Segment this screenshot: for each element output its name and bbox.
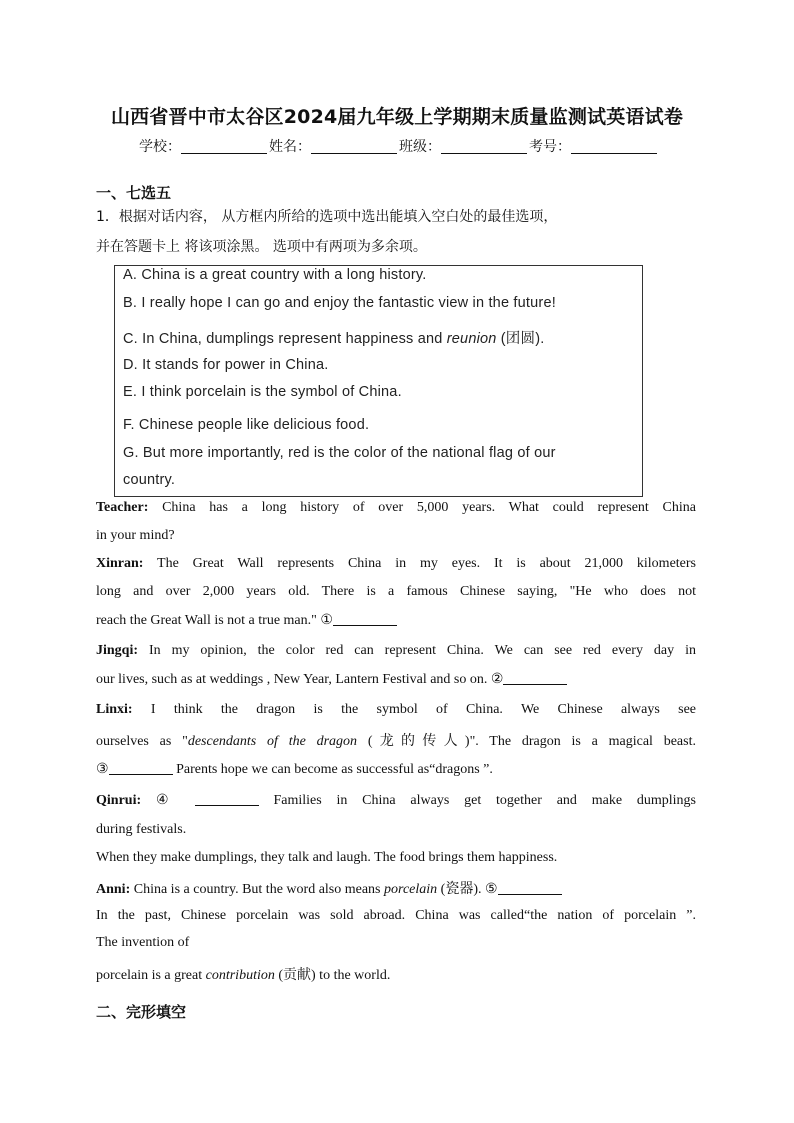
xinran-line-1: Xinran: The Great Wall represents China in my eyes. It is about 21,000 kilometers [96, 556, 696, 571]
student-info-row [0, 136, 794, 156]
school-label: 学校： [139, 139, 181, 155]
options-box [114, 265, 643, 497]
exam-no-label: 考号： [529, 139, 571, 155]
linxi-line-2: ourselves as "descendants of the dragon (龙的传人)". The dragon is a magical beast. [96, 734, 696, 749]
class-blank[interactable] [441, 139, 527, 154]
option-b: B. I really hope I can go and enjoy the fantastic view in the future! [123, 295, 556, 311]
blank-5[interactable] [498, 882, 562, 895]
anni-line-1: Anni: China is a country. But the word also means porcelain (瓷器). ⑤ [96, 878, 696, 898]
option-c: C. In China, dumplings represent happiness and reunion (团圆). [123, 331, 545, 347]
blank-4[interactable] [195, 793, 259, 806]
section1-heading: 一、七选五 [96, 184, 172, 202]
page-title: 山西省晋中市太谷区2024届九年级上学期期末质量监测试英语试卷 [110, 106, 684, 128]
teacher-line-2: in your mind? [96, 528, 175, 543]
instruction-line-1: 1．根据对话内容， 从方框内所给的选项中选出能填入空白处的最佳选项， [96, 209, 558, 225]
anni-line-2: In the past, Chinese porcelain was sold abroad. China was called“the nation of porcelain ”. [96, 908, 696, 923]
jingqi-line-1: Jingqi: In my opinion, the color red can represent China. We can see red every day in [96, 643, 696, 658]
option-e: E. I think porcelain is the symbol of China. [123, 384, 402, 400]
blank-1[interactable] [333, 613, 397, 626]
section2-heading: 二、完形填空 [96, 1003, 187, 1021]
exam-no-blank[interactable] [571, 139, 657, 154]
jingqi-line-2: our lives, such as at weddings , New Year, Lantern Festival and so on. ② [96, 671, 696, 688]
name-label: 姓名： [269, 139, 311, 155]
anni-line-3: The invention of [96, 935, 190, 950]
name-blank[interactable] [311, 139, 397, 154]
option-f: F. Chinese people like delicious food. [123, 417, 370, 433]
instruction-line-2: 并在答题卡上 将该项涂黑。 选项中有两项为多余项。 [96, 239, 427, 255]
qinrui-line-1: Qinrui: ④ Families in China always get together and make dumplings [96, 793, 696, 808]
qinrui-line-2: during festivals. [96, 822, 187, 837]
linxi-line-1: Linxi: I think the dragon is the symbol of China. We Chinese always see [96, 702, 696, 717]
xinran-line-3: reach the Great Wall is not a true man." ① [96, 612, 696, 629]
school-blank[interactable] [181, 139, 267, 154]
xinran-line-2: long and over 2,000 years old. There is a famous Chinese saying, "He who does not [96, 584, 696, 599]
option-g-cont: country. [123, 472, 176, 488]
class-label: 班级： [399, 139, 441, 155]
qinrui-line-3: When they make dumplings, they talk and laugh. The food brings them happiness. [96, 850, 558, 865]
teacher-line-1: Teacher: China has a long history of over 5,000 years. What could represent China [96, 500, 696, 515]
blank-2[interactable] [503, 672, 567, 685]
anni-line-4: porcelain is a great contribution (贡献) to the world. [96, 968, 391, 983]
linxi-line-3: ③ Parents hope we can become as successful as“dragons ”. [96, 762, 493, 777]
option-a: A. China is a great country with a long history. [123, 267, 427, 283]
option-g: G. But more importantly, red is the color of the national flag of our [123, 445, 556, 461]
blank-3[interactable] [109, 762, 173, 775]
option-d: D. It stands for power in China. [123, 357, 329, 373]
